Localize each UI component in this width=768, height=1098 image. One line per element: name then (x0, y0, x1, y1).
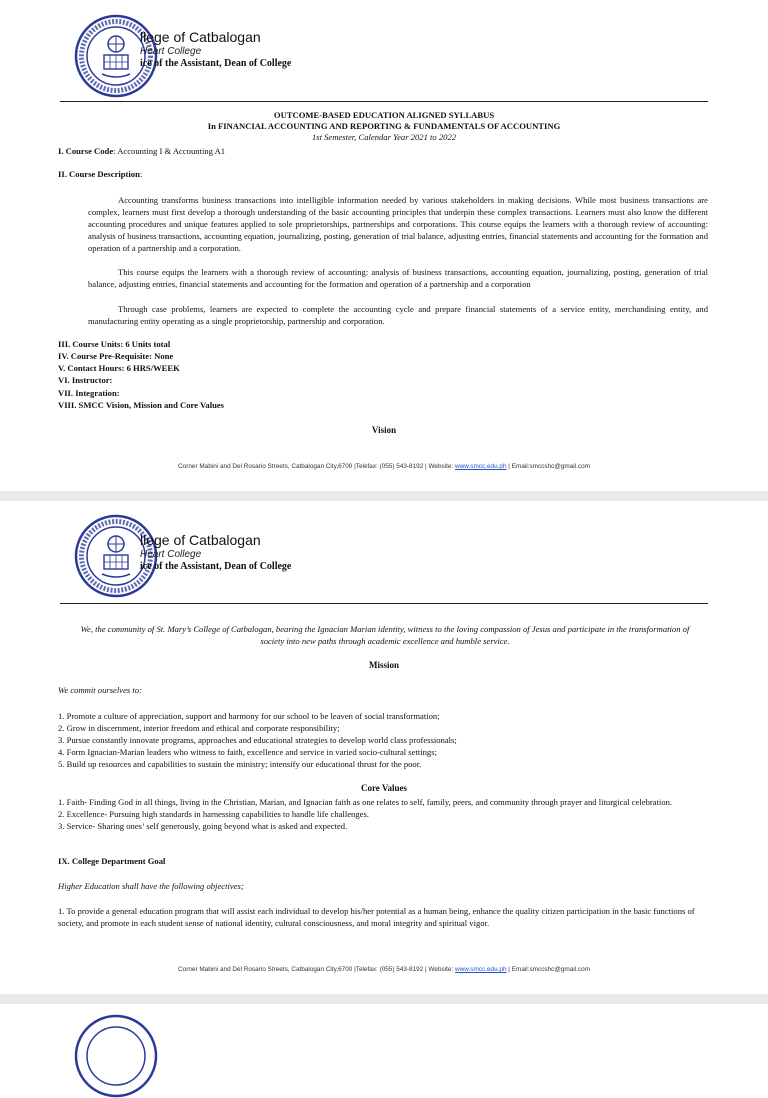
mission-heading: Mission (368, 660, 399, 670)
description-paragraph-1: Accounting transforms business transactions into intelligible information needed by various stakeholders in making decisions. While most business transactions are complex, learners must first develop a thorough understanding of the basic accounting principles that underpin these complex transactions. Learners must also know the different accounting procedures and unique features applied to sole proprietorships, partnerships and corporations. This course equips the learners with a thorough review of accounting: analysis of business transactions, accounting equation, journalizing, posting, generation of trial balance, adjusting entries, financial statements and accounting for the formation and operation of a partnership and a corporation. (88, 195, 708, 253)
core-values-list (58, 796, 708, 832)
course-prerequisite: IV. Course Pre-Requisite: None (58, 351, 174, 361)
mission-item: 5. Build up resources and capabilities to sustain the ministry; intensify our educational thrust for the poor. (58, 759, 422, 769)
course-description-colon: : (139, 169, 143, 179)
contact-hours: V. Contact Hours: 6 HRS/WEEK (58, 363, 180, 373)
page-separator (0, 491, 768, 501)
vision-heading: Vision (371, 425, 397, 435)
syllabus-subject: In FINANCIAL ACCOUNTING AND REPORTING & FUNDAMENTALS OF ACCOUNTING (207, 121, 561, 131)
core-values-heading: Core Values (360, 783, 408, 793)
footer-email: | Email:smccshc@gmail.com (506, 966, 590, 973)
college-subtitle: Heart College (140, 549, 202, 560)
college-goal-intro: Higher Education shall have the following objectives; (58, 881, 244, 891)
syllabus-title: OUTCOME-BASED EDUCATION ALIGNED SYLLABUS (273, 110, 495, 120)
mission-item: 4. Form Ignacian-Marian leaders who witness to faith, excellence and service in varied socio-cultural settings; (58, 747, 437, 757)
core-value-item: 1. Faith- Finding God in all things, living in the Christian, Marian, and Ignacian faith as one relates to self, family, peers, and community through prayer and liturgical celebration. (58, 797, 673, 807)
mission-item: 2. Grow in discernment, interior freedom and ethical and corporate responsibility; (58, 723, 340, 733)
core-value-item: 3. Service- Sharing ones’ self generously, going beyond what is asked and expected. (58, 821, 348, 831)
footer-email: | Email:smccshc@gmail.com (506, 463, 590, 470)
college-seal-logo (74, 1014, 158, 1098)
core-value-item: 2. Excellence- Pursuing high standards in harnessing capabilities to handle life challenges. (58, 809, 369, 819)
footer-address: Corner Mabini and Del Rosario Streets, Catbalogan City,6700 |Telefax: (055) 543-8192 | Website: (178, 463, 456, 470)
mission-item: 1. Promote a culture of appreciation, support and harmony for our school to be leaven of social transformation; (58, 711, 440, 721)
college-subtitle: Heart College (140, 46, 202, 57)
page-separator (0, 994, 768, 1004)
footer-address: Corner Mabini and Del Rosario Streets, Catbalogan City,6700 |Telefax: (055) 543-8192 | Website: (178, 966, 456, 973)
course-units: III. Course Units: 6 Units total (58, 339, 171, 349)
college-name: llege of Catbalogan (140, 29, 261, 45)
mission-intro: We commit ourselves to: (58, 685, 142, 695)
office-name: ice of the Assistant, Dean of College (140, 561, 292, 572)
syllabus-semester: 1st Semester, Calendar Year 2021 to 2022 (311, 132, 457, 142)
description-paragraph-3: Through case problems, learners are expected to complete the accounting cycle and prepare financial statements of a service entity, merchandising entity, and manufacturing entity operating as a single proprietorship, partnership and corporation. (88, 304, 708, 326)
page-footer (60, 463, 708, 470)
college-goal-heading: IX. College Department Goal (58, 856, 166, 866)
page-footer (60, 966, 708, 973)
course-code-label: I. Course Code (58, 146, 114, 156)
integration: VII. Integration: (58, 388, 120, 398)
instructor: VI. Instructor: (58, 375, 113, 385)
footer-website-link[interactable]: www.smcc.edu.ph (455, 463, 507, 470)
mission-item: 3. Pursue constantly innovate programs, approaches and educational strategies to develop world class professionals; (58, 735, 457, 745)
course-code-value: : Accounting I & Accounting A1 (113, 146, 226, 156)
vision-statement: We, the community of St. Mary’s College of Catbalogan, bearing the Ignacian Marian identity, witness to the loving compassion of Jesus and participate in the transformation of society into new paths through academic excellence and humble service. (80, 624, 690, 646)
office-name: ice of the Assistant, Dean of College (140, 58, 292, 69)
course-code-row (58, 146, 225, 156)
footer-website-link[interactable]: www.smcc.edu.ph (455, 966, 507, 973)
college-name: llege of Catbalogan (140, 532, 261, 548)
header-rule (60, 101, 708, 102)
course-description-row (58, 169, 142, 179)
description-paragraph-2: This course equips the learners with a thorough review of accounting: analysis of business transactions, accounting equation, journalizing, posting, generation of trial balance, adjusting entries, financial statements and accounting for the formation and operation of a partnership and a corporation (88, 267, 708, 289)
smcc-vision-mission-heading: VIII. SMCC Vision, Mission and Core Values (58, 400, 225, 410)
mission-list (58, 710, 708, 770)
header-rule (60, 603, 708, 604)
course-description-label: II. Course Description (58, 169, 140, 179)
college-goal-item: 1. To provide a general education program that will assist each individual to develop his/her potential as a human being, enhance the quality citizen participation in the basic functions of society, and promote in each student sense of national identity, cultural consciousness, and moral integrity and spiritual vigor. (58, 906, 695, 928)
